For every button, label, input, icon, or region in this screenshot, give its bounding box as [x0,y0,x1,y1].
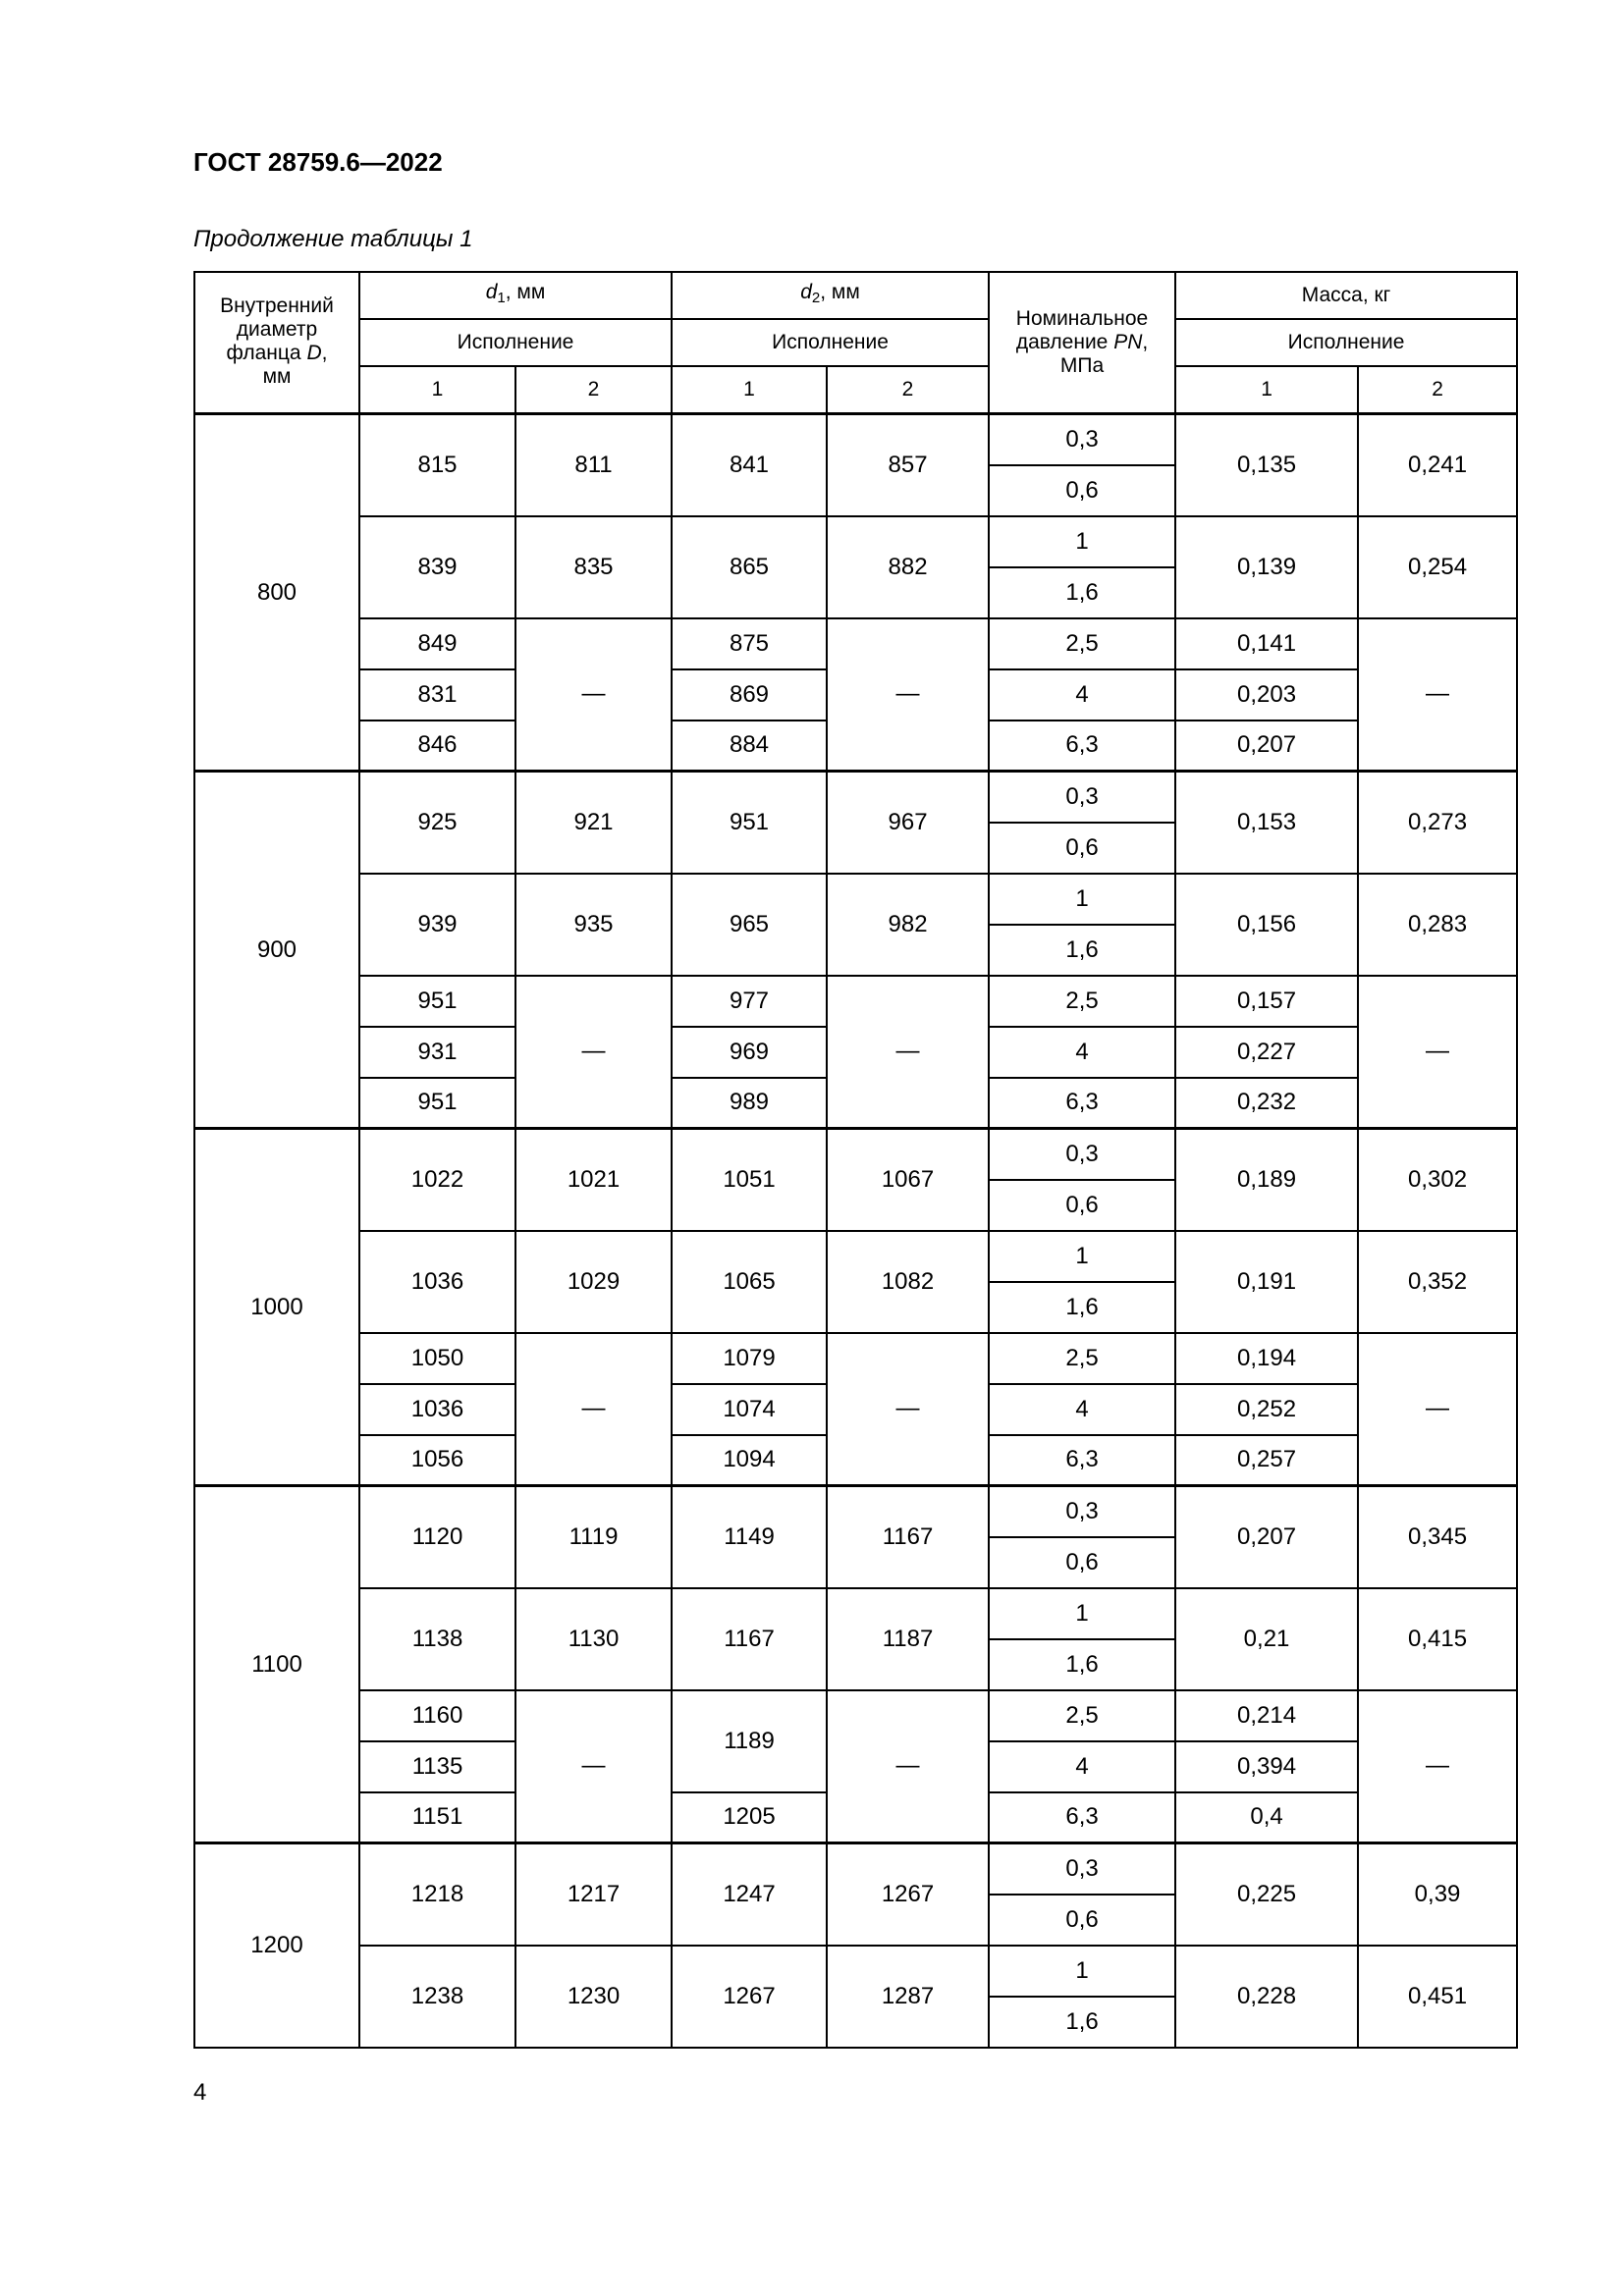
inner-diameter-cell: 900 [194,772,359,1129]
d2-exec2-cell: 982 [827,874,989,976]
mass-exec1-cell: 0,225 [1175,1843,1358,1946]
dash-cell: — [515,618,672,772]
d1-exec2-cell: 1130 [515,1588,672,1690]
d1-exec1-cell: 1135 [359,1741,515,1792]
mass-exec1-cell: 0,228 [1175,1946,1358,2048]
mass-exec1-cell: 0,135 [1175,414,1358,516]
mass-exec1-cell: 0,189 [1175,1129,1358,1231]
d2-exec1-cell: 1074 [672,1384,827,1435]
table-row [194,1843,1517,1895]
pressure-cell: 6,3 [989,1435,1175,1486]
d2-exec1-cell: 1167 [672,1588,827,1690]
pressure-cell: 0,6 [989,823,1175,874]
flange-table [193,271,1518,2049]
pressure-cell: 1 [989,874,1175,925]
d2-exec2-cell: 1267 [827,1843,989,1946]
d2-exec1-cell: 989 [672,1078,827,1129]
d1-exec1-cell: 951 [359,1078,515,1129]
d1-exec1-cell: 939 [359,874,515,976]
d1-exec1-cell: 931 [359,1027,515,1078]
header-exec-2: 2 [515,366,672,414]
dash-cell: — [827,618,989,772]
table-row [194,414,1517,465]
pressure-cell: 0,3 [989,1486,1175,1537]
d1-exec1-cell: 1022 [359,1129,515,1231]
d1-exec2-cell: 935 [515,874,672,976]
pressure-cell: 6,3 [989,1078,1175,1129]
pressure-cell: 0,3 [989,772,1175,823]
pressure-cell: 6,3 [989,721,1175,772]
table-caption: Продолжение таблицы 1 [193,226,473,252]
mass-exec1-cell: 0,257 [1175,1435,1358,1486]
pressure-cell: 2,5 [989,1333,1175,1384]
pressure-cell: 4 [989,1741,1175,1792]
mass-exec2-cell: 0,39 [1358,1843,1517,1946]
pressure-cell: 1,6 [989,1997,1175,2048]
mass-exec1-cell: 0,394 [1175,1741,1358,1792]
d2-exec2-cell: 857 [827,414,989,516]
d2-exec1-cell: 1094 [672,1435,827,1486]
d1-exec2-cell: 811 [515,414,672,516]
table-row [194,1588,1517,1639]
d2-exec1-cell: 841 [672,414,827,516]
mass-exec1-cell: 0,156 [1175,874,1358,976]
d2-exec2-cell: 967 [827,772,989,874]
d2-exec2-cell: 1067 [827,1129,989,1231]
d1-exec2-cell: 1230 [515,1946,672,2048]
pressure-cell: 0,6 [989,1895,1175,1946]
d2-exec1-cell: 969 [672,1027,827,1078]
d1-exec1-cell: 1036 [359,1384,515,1435]
page-number: 4 [193,2079,207,2106]
mass-exec1-cell: 0,157 [1175,976,1358,1027]
d1-exec1-cell: 1138 [359,1588,515,1690]
table-row [194,1946,1517,1997]
d2-exec1-cell: 1149 [672,1486,827,1588]
inner-diameter-cell: 1200 [194,1843,359,2048]
header-execution-mass: Исполнение [1175,319,1517,366]
mass-exec1-cell: 0,4 [1175,1792,1358,1843]
pressure-cell: 1 [989,1946,1175,1997]
mass-exec2-cell: 0,415 [1358,1588,1517,1690]
table-row [194,1333,1517,1384]
mass-exec1-cell: 0,252 [1175,1384,1358,1435]
document-title: ГОСТ 28759.6—2022 [193,147,443,177]
header-nominal-pressure: Номинальное давление PN, МПа [989,272,1175,414]
mass-exec2-cell: 0,302 [1358,1129,1517,1231]
d2-exec1-cell: 1247 [672,1843,827,1946]
table-row [194,1690,1517,1741]
d1-exec1-cell: 849 [359,618,515,669]
d1-exec2-cell: 1119 [515,1486,672,1588]
inner-diameter-cell: 800 [194,414,359,772]
pressure-cell: 1,6 [989,567,1175,618]
mass-exec1-cell: 0,191 [1175,1231,1358,1333]
dash-cell: — [515,976,672,1129]
d2-exec1-cell: 1205 [672,1792,827,1843]
d1-exec2-cell: 921 [515,772,672,874]
mass-exec2-cell: 0,345 [1358,1486,1517,1588]
dash-cell: — [827,1690,989,1843]
header-execution-d2: Исполнение [672,319,989,366]
pressure-cell: 1 [989,1588,1175,1639]
pressure-cell: 4 [989,669,1175,721]
inner-diameter-cell: 1000 [194,1129,359,1486]
table-row [194,976,1517,1027]
d2-exec1-cell: 1267 [672,1946,827,2048]
mass-exec2-cell: 0,283 [1358,874,1517,976]
mass-exec2-cell: 0,352 [1358,1231,1517,1333]
header-execution-d1: Исполнение [359,319,672,366]
pressure-cell: 1,6 [989,1639,1175,1690]
pressure-cell: 4 [989,1027,1175,1078]
mass-exec1-cell: 0,153 [1175,772,1358,874]
mass-exec1-cell: 0,227 [1175,1027,1358,1078]
d2-exec1-cell: 865 [672,516,827,618]
d1-exec1-cell: 839 [359,516,515,618]
d1-exec1-cell: 1160 [359,1690,515,1741]
d1-exec1-cell: 925 [359,772,515,874]
dash-cell: — [1358,618,1517,772]
mass-exec1-cell: 0,203 [1175,669,1358,721]
d2-exec2-cell: 882 [827,516,989,618]
d2-exec1-cell: 1079 [672,1333,827,1384]
table-row [194,516,1517,567]
d2-exec1-cell: 875 [672,618,827,669]
pressure-cell: 0,6 [989,465,1175,516]
d2-exec1-cell: 977 [672,976,827,1027]
pressure-cell: 6,3 [989,1792,1175,1843]
mass-exec1-cell: 0,21 [1175,1588,1358,1690]
d1-exec1-cell: 1120 [359,1486,515,1588]
inner-diameter-cell: 1100 [194,1486,359,1843]
mass-exec2-cell: 0,273 [1358,772,1517,874]
header-exec-2: 2 [1358,366,1517,414]
d2-exec1-cell: 869 [672,669,827,721]
mass-exec1-cell: 0,139 [1175,516,1358,618]
dash-cell: — [827,976,989,1129]
d1-exec1-cell: 1050 [359,1333,515,1384]
d2-exec1-cell: 1065 [672,1231,827,1333]
d2-exec1-cell: 1189 [672,1690,827,1792]
d1-exec2-cell: 1029 [515,1231,672,1333]
d1-exec1-cell: 1151 [359,1792,515,1843]
pressure-cell: 0,3 [989,1129,1175,1180]
d1-exec1-cell: 831 [359,669,515,721]
pressure-cell: 1,6 [989,925,1175,976]
pressure-cell: 1 [989,516,1175,567]
d2-exec1-cell: 951 [672,772,827,874]
d2-exec2-cell: 1167 [827,1486,989,1588]
d1-exec2-cell: 1021 [515,1129,672,1231]
header-exec-1: 1 [359,366,515,414]
d1-exec1-cell: 951 [359,976,515,1027]
table-row [194,618,1517,669]
header-inner-diameter: Внутренний диаметр фланца D, мм [194,272,359,414]
mass-exec1-cell: 0,141 [1175,618,1358,669]
d2-exec1-cell: 884 [672,721,827,772]
dash-cell: — [1358,1333,1517,1486]
d1-exec1-cell: 815 [359,414,515,516]
d2-exec2-cell: 1082 [827,1231,989,1333]
d2-exec2-cell: 1187 [827,1588,989,1690]
d1-exec2-cell: 835 [515,516,672,618]
dash-cell: — [827,1333,989,1486]
pressure-cell: 2,5 [989,976,1175,1027]
mass-exec2-cell: 0,254 [1358,516,1517,618]
pressure-cell: 2,5 [989,618,1175,669]
d1-exec1-cell: 1036 [359,1231,515,1333]
header-exec-1: 1 [672,366,827,414]
d1-exec1-cell: 1056 [359,1435,515,1486]
d2-exec1-cell: 965 [672,874,827,976]
header-d2: $d_2$, мм [672,272,989,319]
dash-cell: — [1358,1690,1517,1843]
table-row [194,874,1517,925]
d2-exec2-cell: 1287 [827,1946,989,2048]
d1-exec1-cell: 846 [359,721,515,772]
mass-exec1-cell: 0,207 [1175,721,1358,772]
table-row [194,772,1517,823]
header-exec-1: 1 [1175,366,1358,414]
d2-exec1-cell: 1051 [672,1129,827,1231]
mass-exec2-cell: 0,241 [1358,414,1517,516]
header-d1: $d_1$, мм [359,272,672,319]
table-row [194,1129,1517,1180]
pressure-cell: 1,6 [989,1282,1175,1333]
pressure-cell: 0,6 [989,1180,1175,1231]
header-mass: Масса, кг [1175,272,1517,319]
pressure-cell: 0,6 [989,1537,1175,1588]
pressure-cell: 1 [989,1231,1175,1282]
mass-exec1-cell: 0,214 [1175,1690,1358,1741]
pressure-cell: 0,3 [989,1843,1175,1895]
pressure-cell: 4 [989,1384,1175,1435]
dash-cell: — [515,1690,672,1843]
mass-exec1-cell: 0,194 [1175,1333,1358,1384]
d1-exec1-cell: 1218 [359,1843,515,1946]
d1-exec2-cell: 1217 [515,1843,672,1946]
mass-exec1-cell: 0,207 [1175,1486,1358,1588]
dash-cell: — [515,1333,672,1486]
pressure-cell: 2,5 [989,1690,1175,1741]
d1-exec1-cell: 1238 [359,1946,515,2048]
dash-cell: — [1358,976,1517,1129]
mass-exec2-cell: 0,451 [1358,1946,1517,2048]
mass-exec1-cell: 0,232 [1175,1078,1358,1129]
pressure-cell: 0,3 [989,414,1175,465]
header-exec-2: 2 [827,366,989,414]
table-row [194,1231,1517,1282]
table-row [194,1486,1517,1537]
